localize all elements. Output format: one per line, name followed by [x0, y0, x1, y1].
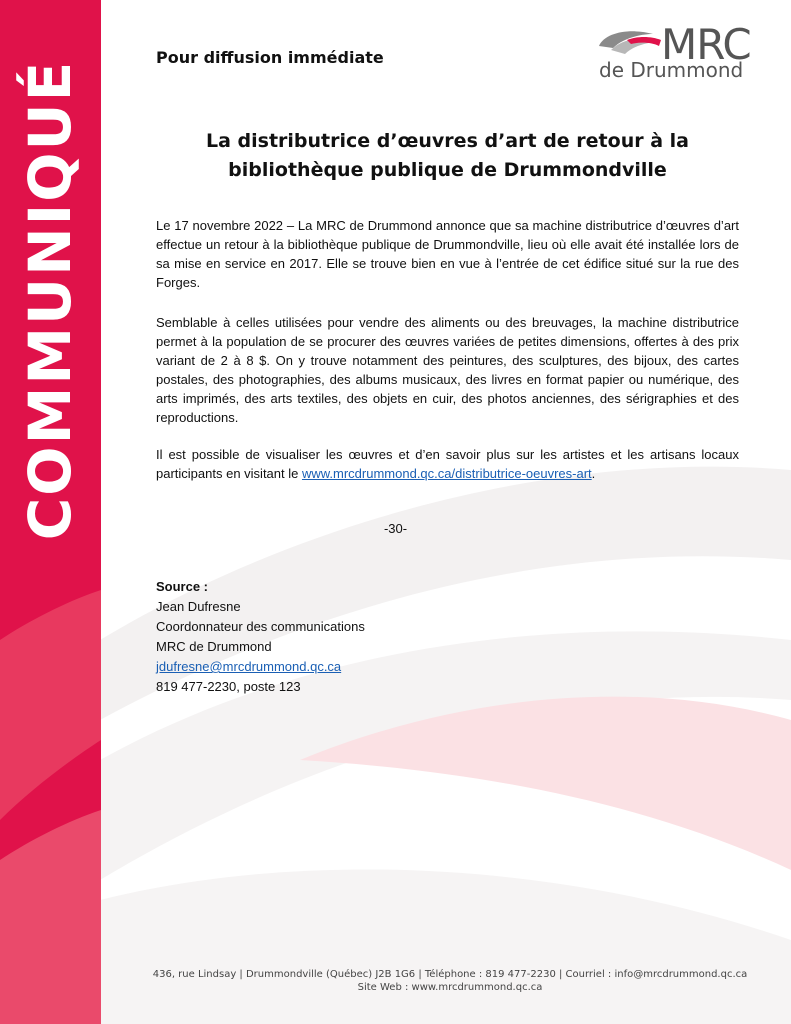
source-name: Jean Dufresne [156, 599, 241, 614]
logo-subtitle: de Drummond [599, 58, 744, 82]
paragraph-description: Semblable à celles utilisées pour vendre des aliments ou des breuvages, la machine distributrice permet à la population de se procurer des œuvres variées de petites dimensions, offertes à des prix variant de 2 à 8 $. On y trouve notamment des peintures, des sculptures, des bijoux, des cartes postales, des photographies, des albums musicaux, des livres en format papier ou numérique, des arts imprimés, des arts textiles, des objets en cuir, des photos anciennes, des sérigraphies et des reproductions. [156, 315, 739, 425]
page-title [160, 127, 735, 185]
footer-website: Site Web : www.mrcdrummond.qc.ca [357, 982, 543, 993]
logo-mrc-text: MRC [661, 20, 751, 69]
distributrice-link[interactable]: www.mrcdrummond.qc.ca/distributrice-oeuvres-art [301, 466, 592, 481]
paragraph-link-text: Il est possible de visualiser les œuvres et d’en savoir plus sur les artistes et les artisans locaux participants en visitant le [156, 447, 739, 481]
source-label: Source : [156, 579, 209, 594]
footer [100, 968, 791, 994]
logo-swoosh-icon [597, 26, 663, 60]
sidebar-band [0, 0, 101, 1024]
source-org: MRC de Drummond [156, 639, 272, 654]
title-line-1: La distributrice d’œuvres d’art de retour à la [206, 130, 689, 152]
title-line-2: bibliothèque publique de Drummondville [228, 159, 667, 181]
paragraph-link [156, 445, 739, 483]
paragraph-link-end: . [591, 466, 596, 481]
mrc-logo [597, 20, 767, 84]
source-email-link[interactable]: jdufresne@mrcdrummond.qc.ca [156, 659, 342, 674]
source-role: Coordonnateur des communications [156, 619, 365, 634]
end-mark: -30- [383, 521, 408, 536]
communique-vertical-label: COMMUNIQUÉ [16, 59, 84, 541]
source-phone: 819 477-2230, poste 123 [156, 679, 301, 694]
footer-address: 436, rue Lindsay | Drummondville (Québec) J2B 1G6 | Téléphone : 819 477-2230 | Courriel : info@mrcdrummond.qc.ca [152, 969, 748, 980]
source-block [156, 577, 365, 697]
release-label: Pour diffusion immédiate [156, 48, 384, 67]
paragraph-intro: Le 17 novembre 2022 – La MRC de Drummond annonce que sa machine distributrice d’œuvres d’art effectue un retour à la bibliothèque publique de Drummondville, lieu où elle avait été installée lors de sa mise en service en 2017. Elle se trouve bien en vue à l’entrée de cet édifice situé sur la rue des Forges. [156, 218, 739, 290]
